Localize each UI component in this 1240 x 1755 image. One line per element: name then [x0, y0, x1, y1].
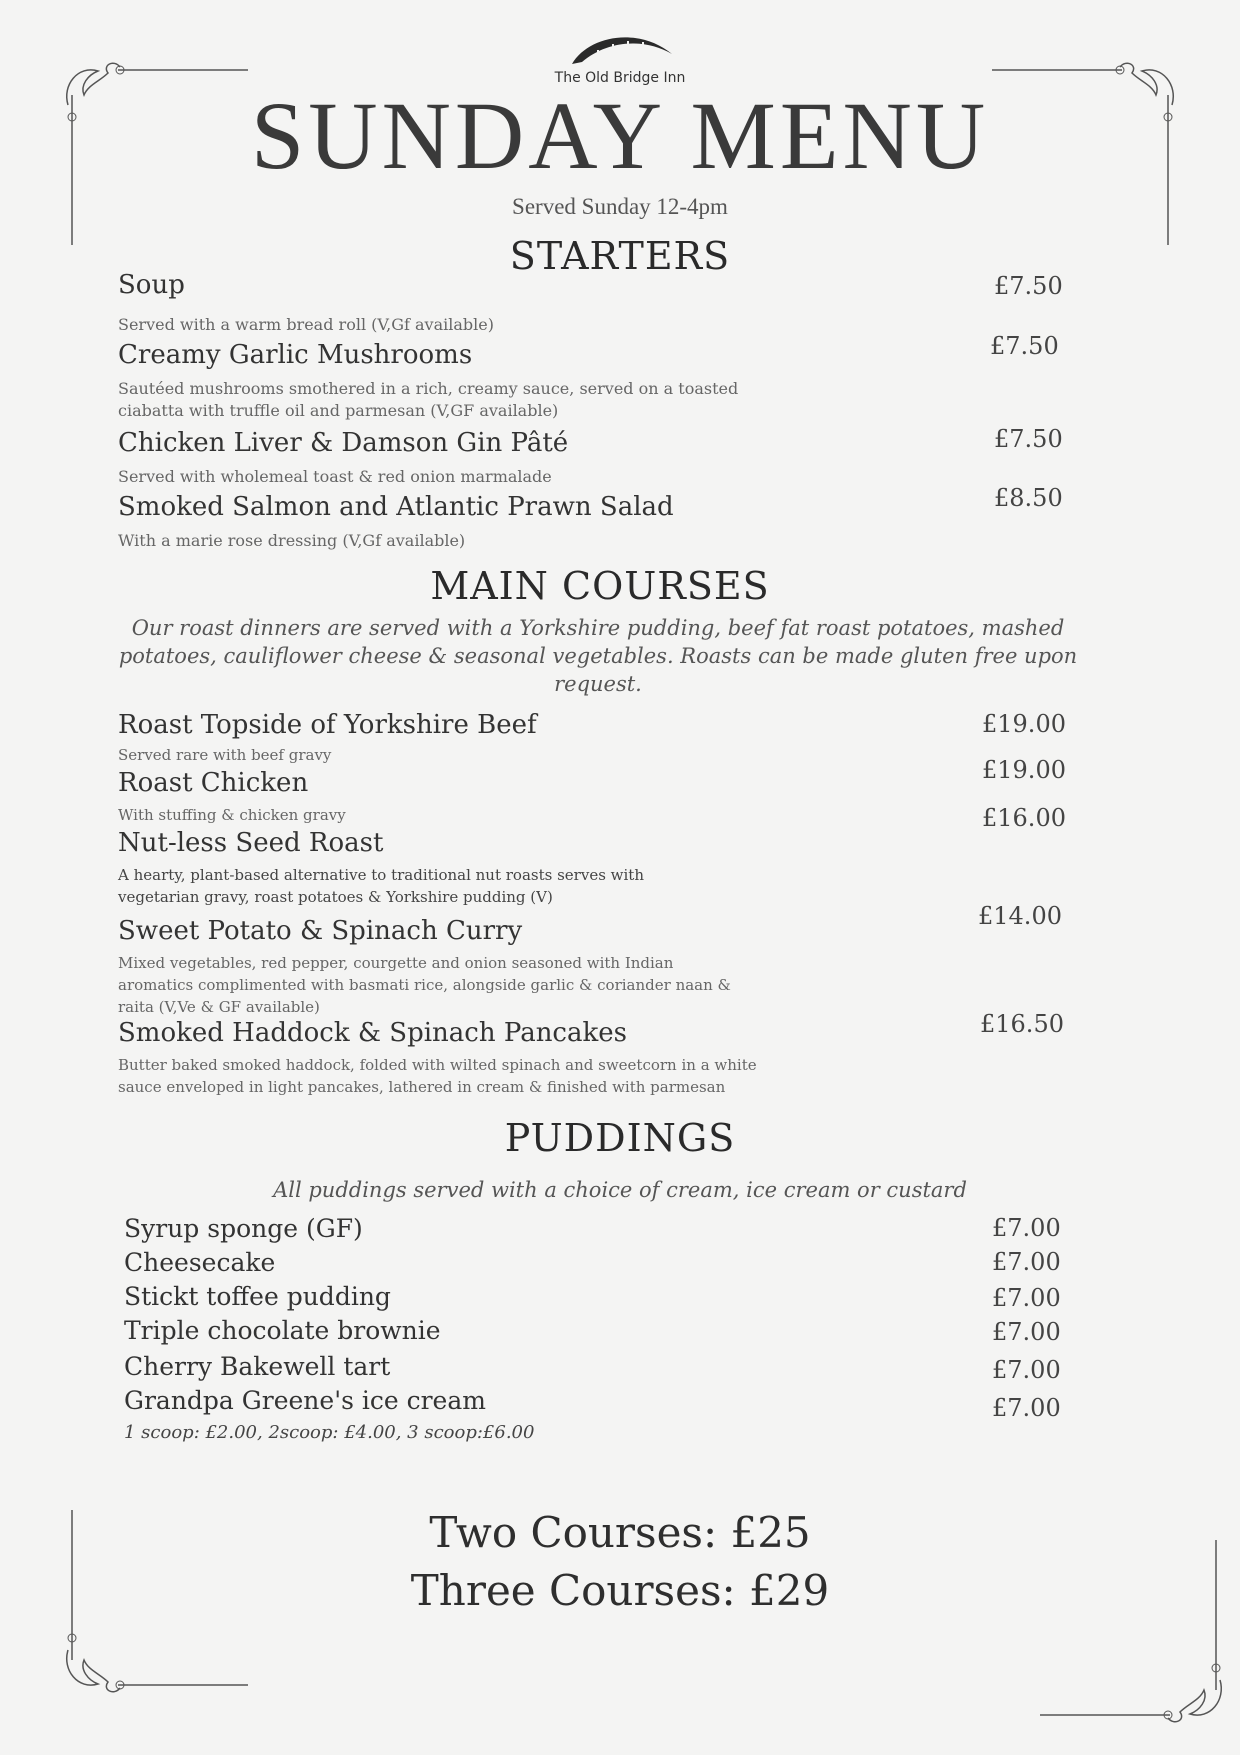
serving-times: Served Sunday 12-4pm — [512, 194, 728, 219]
pudding-name: Cherry Bakewell tart — [124, 1352, 391, 1381]
starters-heading: STARTERS — [509, 234, 731, 278]
menu-item-description: Sautéed mushrooms smothered in a rich, creamy sauce, served on a toasted ciabatta with truffle oil and parmesan (V,GF available) — [118, 379, 739, 420]
menu-item-name: Roast Chicken — [118, 768, 309, 798]
pudding-price: £7.00 — [992, 1248, 1061, 1276]
menu-item-description: With a marie rose dressing (V,Gf available) — [118, 531, 466, 550]
menu-item-price: £8.50 — [994, 484, 1063, 512]
menu-item-price: £16.00 — [982, 804, 1066, 832]
pudding-price: £7.00 — [992, 1318, 1061, 1346]
menu-item-name: Creamy Garlic Mushrooms — [118, 340, 473, 370]
pudding-name: Stickt toffee pudding — [124, 1282, 391, 1311]
menu-item-description: Mixed vegetables, red pepper, courgette and onion seasoned with Indian aromatics complimented with basmati rice, alongside garlic & coriander naan & raita (V,Ve & GF available) — [118, 954, 731, 1016]
pudding-price: £7.00 — [992, 1356, 1061, 1384]
corner-flourish-bottom-right-icon — [1010, 1530, 1230, 1730]
menu-item-price: £19.00 — [982, 710, 1066, 738]
two-courses-price: Two Courses: £25 — [429, 1508, 811, 1557]
pudding-name: Cheesecake — [124, 1248, 276, 1277]
pudding-name: Syrup sponge (GF) — [124, 1214, 363, 1243]
menu-item-name: Sweet Potato & Spinach Curry — [118, 916, 523, 946]
roast-note: Our roast dinners are served with a Yorkshire pudding, beef fat roast potatoes, mashed potatoes, cauliflower cheese & seasonal vegetables. Roasts can be made gluten free upon request. — [118, 616, 1078, 696]
menu-item-name: Smoked Salmon and Atlantic Prawn Salad — [118, 492, 674, 522]
menu-item-price: £7.50 — [994, 272, 1063, 300]
menu-item-price: £14.00 — [978, 902, 1062, 930]
main-courses-heading: MAIN COURSES — [430, 564, 770, 608]
menu-item-description: A hearty, plant-based alternative to traditional nut roasts serves with vegetarian gravy, roast potatoes & Yorkshire pudding (V) — [118, 866, 644, 906]
three-courses-price: Three Courses: £29 — [410, 1566, 830, 1615]
pudding-name: Grandpa Greene's ice cream — [124, 1386, 486, 1415]
menu-item-price: £19.00 — [982, 756, 1066, 784]
establishment-name: The Old Bridge Inn — [554, 70, 686, 86]
pudding-price: £7.00 — [992, 1214, 1061, 1242]
puddings-heading: PUDDINGS — [504, 1116, 736, 1160]
puddings-note: All puddings served with a choice of cream, ice cream or custard — [273, 1178, 967, 1202]
menu-item-description: Served with wholemeal toast & red onion marmalade — [118, 467, 552, 486]
menu-item-price: £7.50 — [994, 425, 1063, 453]
pudding-name: Triple chocolate brownie — [124, 1316, 441, 1345]
menu-item-name: Roast Topside of Yorkshire Beef — [118, 710, 537, 740]
menu-item-price: £16.50 — [980, 1010, 1064, 1038]
menu-item-description: Served rare with beef gravy — [118, 746, 332, 764]
menu-item-name: Nut-less Seed Roast — [118, 828, 384, 858]
menu-item-name: Chicken Liver & Damson Gin Pâté — [118, 428, 569, 458]
ice-cream-scoop-prices: 1 scoop: £2.00, 2scoop: £4.00, 3 scoop:£6.00 — [124, 1422, 535, 1443]
menu-item-price: £7.50 — [990, 332, 1059, 360]
menu-item-description: Served with a warm bread roll (V,Gf available) — [118, 315, 494, 334]
pudding-price: £7.00 — [992, 1284, 1061, 1312]
page-title: SUNDAY MENU — [250, 82, 990, 189]
menu-item-name: Soup — [118, 270, 185, 300]
menu-item-description: Butter baked smoked haddock, folded with wilted spinach and sweetcorn in a white sauce enveloped in light pancakes, lathered in cream & finished with parmesan — [118, 1056, 757, 1096]
pudding-price: £7.00 — [992, 1394, 1061, 1422]
menu-item-description: With stuffing & chicken gravy — [118, 806, 346, 824]
bridge-logo-icon — [568, 28, 678, 68]
menu-item-name: Smoked Haddock & Spinach Pancakes — [118, 1018, 627, 1048]
